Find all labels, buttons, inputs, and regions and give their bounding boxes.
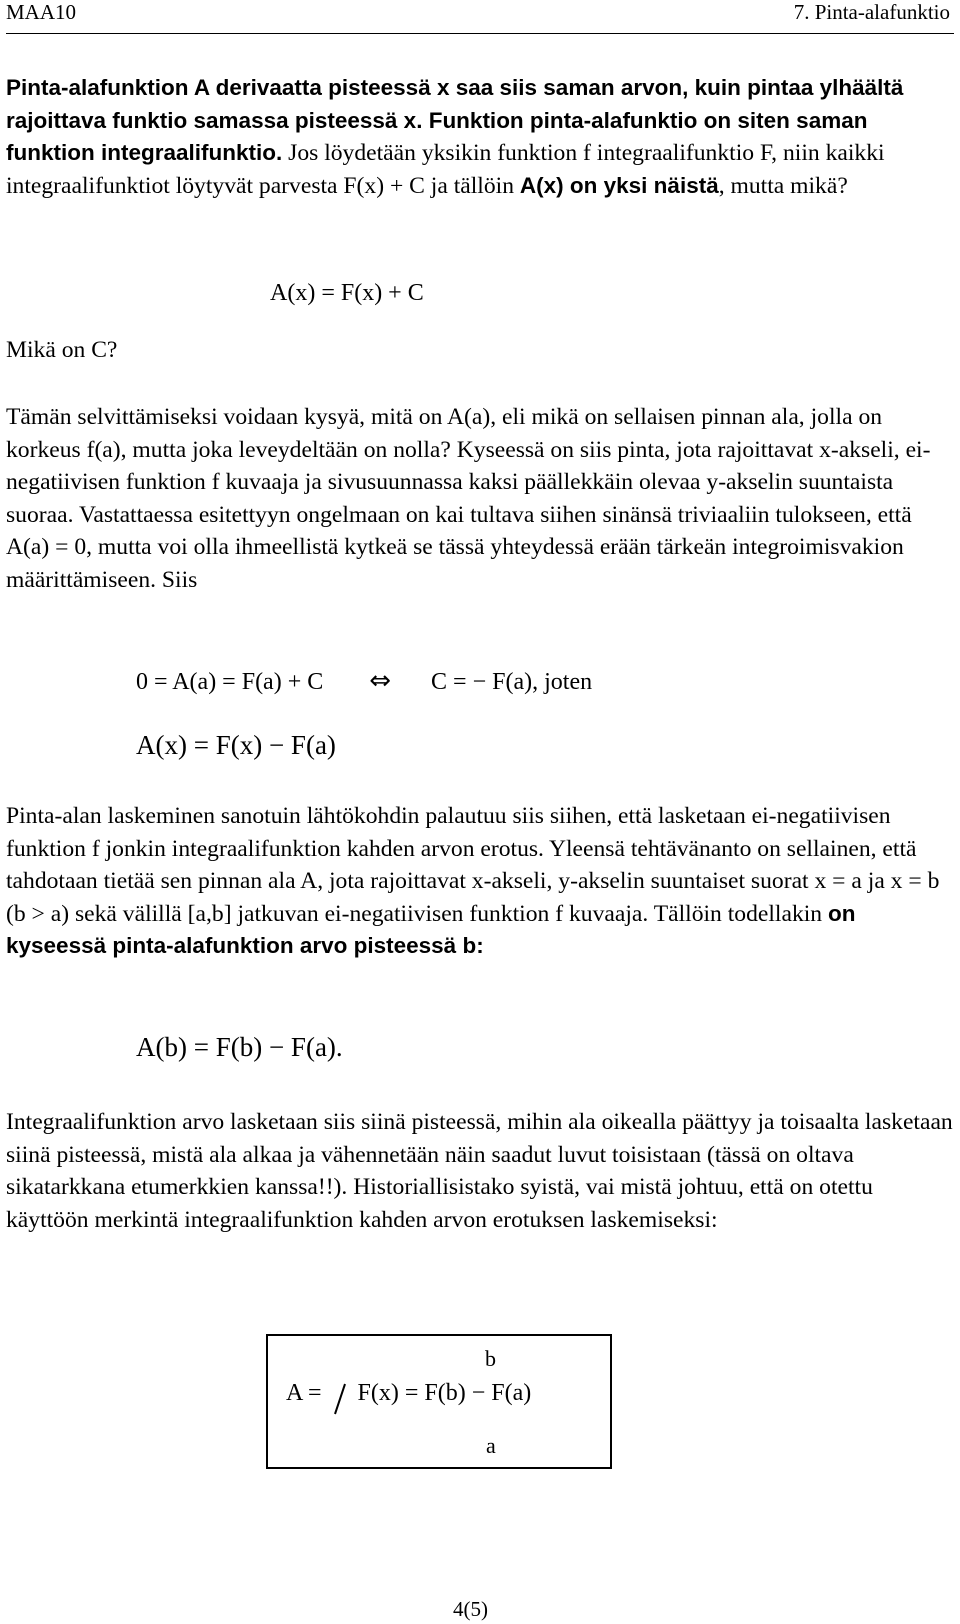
integral-rhs: F(x) = F(b) − F(a): [357, 1380, 532, 1406]
formula-zero-right: C = − F(a), joten: [431, 669, 593, 695]
equivalence-icon: ⇔: [369, 666, 392, 696]
formula-zero-left: 0 = A(a) = F(a) + C: [136, 669, 324, 695]
integral-expression: [286, 1380, 531, 1407]
formula-zero: [136, 666, 592, 696]
chapter-title: 7. Pinta-alafunktio: [793, 0, 950, 24]
p3-bold: on kyseessä pinta-alafunktion arvo pisteessä b:: [6, 900, 856, 959]
paragraph-4: Integraalifunktion arvo lasketaan siis siinä pisteessä, mihin ala oikealla päättyy ja toisaalta lasketaan siinä pisteessä, mistä ala alkaa ja vähennetään näin saadut luvut toisistaan (tässä on oltava sikatarkkana etumerkkien kanssa!!). Historiallisistako syistä, vai mistä johtuu, että on otettu käyttöön merkintä integraalifunktion kahden arvon erotuksen laskemiseksi:: [6, 1109, 953, 1233]
paragraph-2: Tämän selvittämiseksi voidaan kysyä, mitä on A(a), eli mikä on sellaisen pinnan ala, jolla on korkeus f(a), mutta joka leveydeltään on nolla? Kyseessä on siis pinta, jota rajoittavat x-akseli, ei-negatiivisen funktion f kuvaaja ja sivusuunnassa kaksi päällekkäin olevaa y-akselin suuntaista suoraa. Vastattaessa esitettyyn ongelmaan on kai tultava siihen sinänsä triviaaliin tulokseen, että A(a) = 0, mutta voi olla ihmeellistä kytkeä se tässä yhteydessä erään tärkeän integroimisvakion määrittämiseen. Siis: [6, 404, 931, 593]
formula-ab: A(b) = F(b) − F(a).: [136, 1032, 343, 1062]
p3-normal: Pinta-alan laskeminen sanotuin lähtökohdin palautuu siis siihen, että lasketaan ei-negatiivisen funktion f jonkin integraalifunktion kahden arvon erotus. Yleensä tehtävänanto on sellainen, että tahdotaan tietää sen pinnan ala A, jota rajoittavat x-akseli, y-akselin suuntaiset suorat x = a ja x = b (b > a) sekä välillä [a,b] jatkuvan ei-negatiivisen funktion f kuvaaja. Tällöin todellakin: [6, 803, 940, 927]
p1-bold2: A(x) on yksi näistä: [519, 172, 719, 198]
integral-lhs: A =: [286, 1380, 322, 1406]
paragraph-1: [6, 72, 956, 202]
p1-normal: Jos löydetään yksikin funktion f integraalifunktio F, niin kaikki integraalifunktiot löytyvät parvesta F(x) + C ja tällöin: [6, 140, 885, 199]
p1-bold: Pinta-alafunktion A derivaatta pisteessä x saa siis saman arvon, kuin pintaa ylhäältä rajoittava funktio samassa pisteessä x. Funktion pinta-alafunktio on siten saman funktion integraalifunktio.: [6, 75, 904, 166]
paragraph-3: [6, 800, 956, 963]
page-number: 4(5): [453, 1597, 488, 1621]
p1-end: , mutta mikä?: [718, 172, 848, 199]
integral-notation-box: [266, 1334, 612, 1469]
header-rule: [6, 33, 954, 34]
lower-limit: a: [486, 1433, 496, 1458]
formula-ax-fa: A(x) = F(x) − F(a): [136, 730, 336, 760]
formula-ax: A(x) = F(x) + C: [270, 280, 424, 306]
integral-sign-icon: [332, 1382, 348, 1416]
upper-limit: b: [485, 1346, 496, 1371]
question-c: Mikä on C?: [6, 337, 118, 363]
course-code: MAA10: [6, 0, 77, 24]
